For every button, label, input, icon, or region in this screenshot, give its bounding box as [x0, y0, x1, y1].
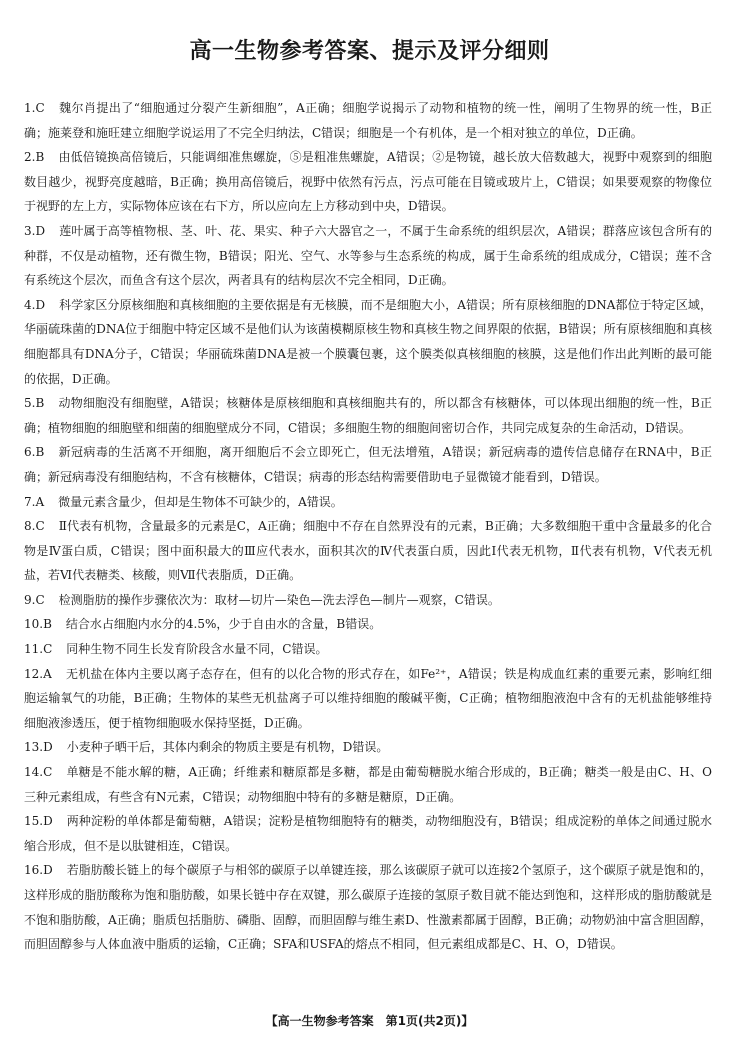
- answer-item: [24, 145, 712, 219]
- answer-number: 4.D: [24, 297, 46, 312]
- answer-item: [24, 760, 712, 809]
- answer-number: 11.C: [24, 642, 53, 657]
- answer-number: 9.C: [24, 592, 45, 607]
- answer-explanation: 动物细胞没有细胞壁，A错误；核糖体是原核细胞和真核细胞共有的，所以都含有核糖体，可以体现出细胞的统一性，B正确；植物细胞的细胞壁和细菌的细胞壁成分不同，C错误；多细胞生物的细胞间密切合作，共同完成复杂的生命活动，D错误。: [24, 396, 712, 435]
- answer-item: [24, 637, 712, 662]
- answer-number: 12.A: [24, 666, 52, 681]
- answer-item: [24, 588, 712, 613]
- answer-number: 10.B: [24, 617, 52, 632]
- answer-number: 13.D: [24, 740, 53, 755]
- answer-explanation: Ⅱ代表有机物，含量最多的元素是C，A正确；细胞中不存在自然界没有的元素，B正确；大多数细胞干重中含量最多的化合物是Ⅳ蛋白质，C错误；图中面积最大的Ⅲ应代表水，面积其次的Ⅳ代表蛋白质，因此Ⅰ代表无机物，Ⅱ代表有机物，Ⅴ代表无机盐，若Ⅵ代表糖类、核酸，则Ⅶ代表脂质，D正确。: [24, 519, 712, 583]
- answer-item: [24, 858, 712, 956]
- answer-number: 16.D: [24, 863, 53, 878]
- answer-explanation: 小麦种子晒干后，其体内剩余的物质主要是有机物，D错误。: [66, 740, 389, 755]
- answer-item: [24, 219, 712, 293]
- answer-item: [24, 391, 712, 440]
- answer-explanation: 科学家区分原核细胞和真核细胞的主要依据是有无核膜，而不是细胞大小，A错误；所有原核细胞的DNA都位于特定区域，华丽硫珠菌的DNA位于细胞中特定区域不是他们认为该菌模糊原核生物和真核生物之间界限的依据，B错误；所有原核细胞和真核细胞都具有DNA分子，C错误；华丽硫珠菌DNA是被一个膜囊包裹，这个膜类似真核细胞的核膜，这是他们作出此判断的最可能的依据，D正确。: [24, 297, 712, 386]
- answer-item: [24, 735, 712, 760]
- answer-explanation: 检测脂肪的操作步骤依次为：取材—切片—染色—洗去浮色—制片—观察，C错误。: [58, 592, 500, 607]
- answer-item: [24, 612, 712, 637]
- answer-number: 5.B: [24, 396, 45, 411]
- answer-number: 6.B: [24, 445, 45, 460]
- answer-item: [24, 490, 712, 515]
- answer-explanation: 新冠病毒的生活离不开细胞，离开细胞后不会立即死亡，但无法增殖，A错误；新冠病毒的遗传信息储存在RNA中，B正确；新冠病毒没有细胞结构，不含有核糖体，C错误；病毒的形态结构需要借助电子显微镜才能看到，D错误。: [24, 445, 712, 484]
- answer-explanation: 无机盐在体内主要以离子态存在，但有的以化合物的形式存在，如Fe²⁺，A错误；铁是构成血红素的重要元素，影响红细胞运输氧气的功能，B正确；生物体的某些无机盐离子可以维持细胞的酸碱平衡，C正确；植物细胞液泡中含有的无机盐能够维持细胞液渗透压，便于植物细胞吸水保持坚挺，D正确。: [24, 666, 712, 730]
- answer-number: 15.D: [24, 814, 53, 829]
- answer-list: [24, 96, 712, 957]
- answer-number: 8.C: [24, 519, 45, 534]
- answer-explanation: 若脂肪酸长链上的每个碳原子与相邻的碳原子以单键连接，那么该碳原子就可以连接2个氢原子，这个碳原子就是饱和的，这样形成的脂肪酸称为饱和脂肪酸，如果长链中存在双键，那么碳原子连接的氢原子数目就不能达到饱和，这样形成的脂肪酸就是不饱和脂肪酸，A正确；脂质包括脂肪、磷脂、固醇，而胆固醇与维生素D、性激素都属于固醇，B正确；动物奶油中富含胆固醇，而胆固醇参与人体血液中脂质的运输，C正确；SFA和USFA的熔点不相同，但元素组成都是C、H、O，D错误。: [24, 863, 712, 952]
- answer-number: 2.B: [24, 150, 45, 165]
- answer-number: 14.C: [24, 765, 53, 780]
- page-footer: 【高一生物参考答案 第1页(共2页)】: [265, 1014, 474, 1028]
- answer-explanation: 结合水占细胞内水分的4.5%，少于自由水的含量，B错误。: [65, 617, 382, 632]
- answer-explanation: 单糖是不能水解的糖，A正确；纤维素和糖原都是多糖，都是由葡萄糖脱水缩合形成的，B正确；糖类一般是由C、H、O三种元素组成，有些含有N元素，C错误；动物细胞中特有的多糖是糖原，D正确。: [24, 765, 712, 804]
- answer-explanation: 两种淀粉的单体都是葡萄糖，A错误；淀粉是植物细胞特有的糖类，动物细胞没有，B错误；组成淀粉的单体之间通过脱水缩合形成，但不是以肽键相连，C错误。: [24, 814, 712, 853]
- answer-item: [24, 809, 712, 858]
- answer-item: [24, 293, 712, 391]
- answer-explanation: 同种生物不同生长发育阶段含水量不同，C错误。: [66, 642, 328, 657]
- answer-explanation: 微量元素含量少，但却是生物体不可缺少的，A错误。: [58, 494, 343, 509]
- answer-item: [24, 514, 712, 588]
- answer-number: 1.C: [24, 101, 45, 115]
- answer-item: [24, 96, 712, 145]
- answer-explanation: 莲叶属于高等植物根、茎、叶、花、果实、种子六大器官之一，不属于生命系统的组织层次，A错误；群落应该包含所有的种群，不仅是动植物，还有微生物，B错误；阳光、空气、水等参与生态系统的构成，属于生命系统的组成成分，C错误；莲不含有系统这个层次，而鱼含有这个层次，两者具有的结构层次不完全相同，D正确。: [24, 223, 712, 288]
- answer-number: 3.D: [24, 223, 46, 238]
- answer-item: [24, 440, 712, 489]
- page-title: 高一生物参考答案、提示及评分细则: [189, 39, 550, 64]
- answer-item: [24, 662, 712, 736]
- answer-explanation: 魏尔肖提出了“细胞通过分裂产生新细胞”，A正确；细胞学说揭示了动物和植物的统一性，阐明了生物界的统一性，B正确；施莱登和施旺建立细胞学说运用了不完全归纳法，C错误；细胞是一个有机体，是一个相对独立的单位，D正确。: [24, 101, 712, 140]
- answer-number: 7.A: [24, 494, 45, 509]
- answer-explanation: 由低倍镜换高倍镜后，只能调细准焦螺旋，⑤是粗准焦螺旋，A错误；②是物镜，越长放大倍数越大，视野中观察到的细胞数目越少，视野亮度越暗，B正确；换用高倍镜后，视野中依然有污点，污点可能在目镜或玻片上，C错误；如果要观察的物像位于视野的左上方，实际物体应该在右下方，所以应向左上方移动到中央，D错误。: [24, 150, 712, 214]
